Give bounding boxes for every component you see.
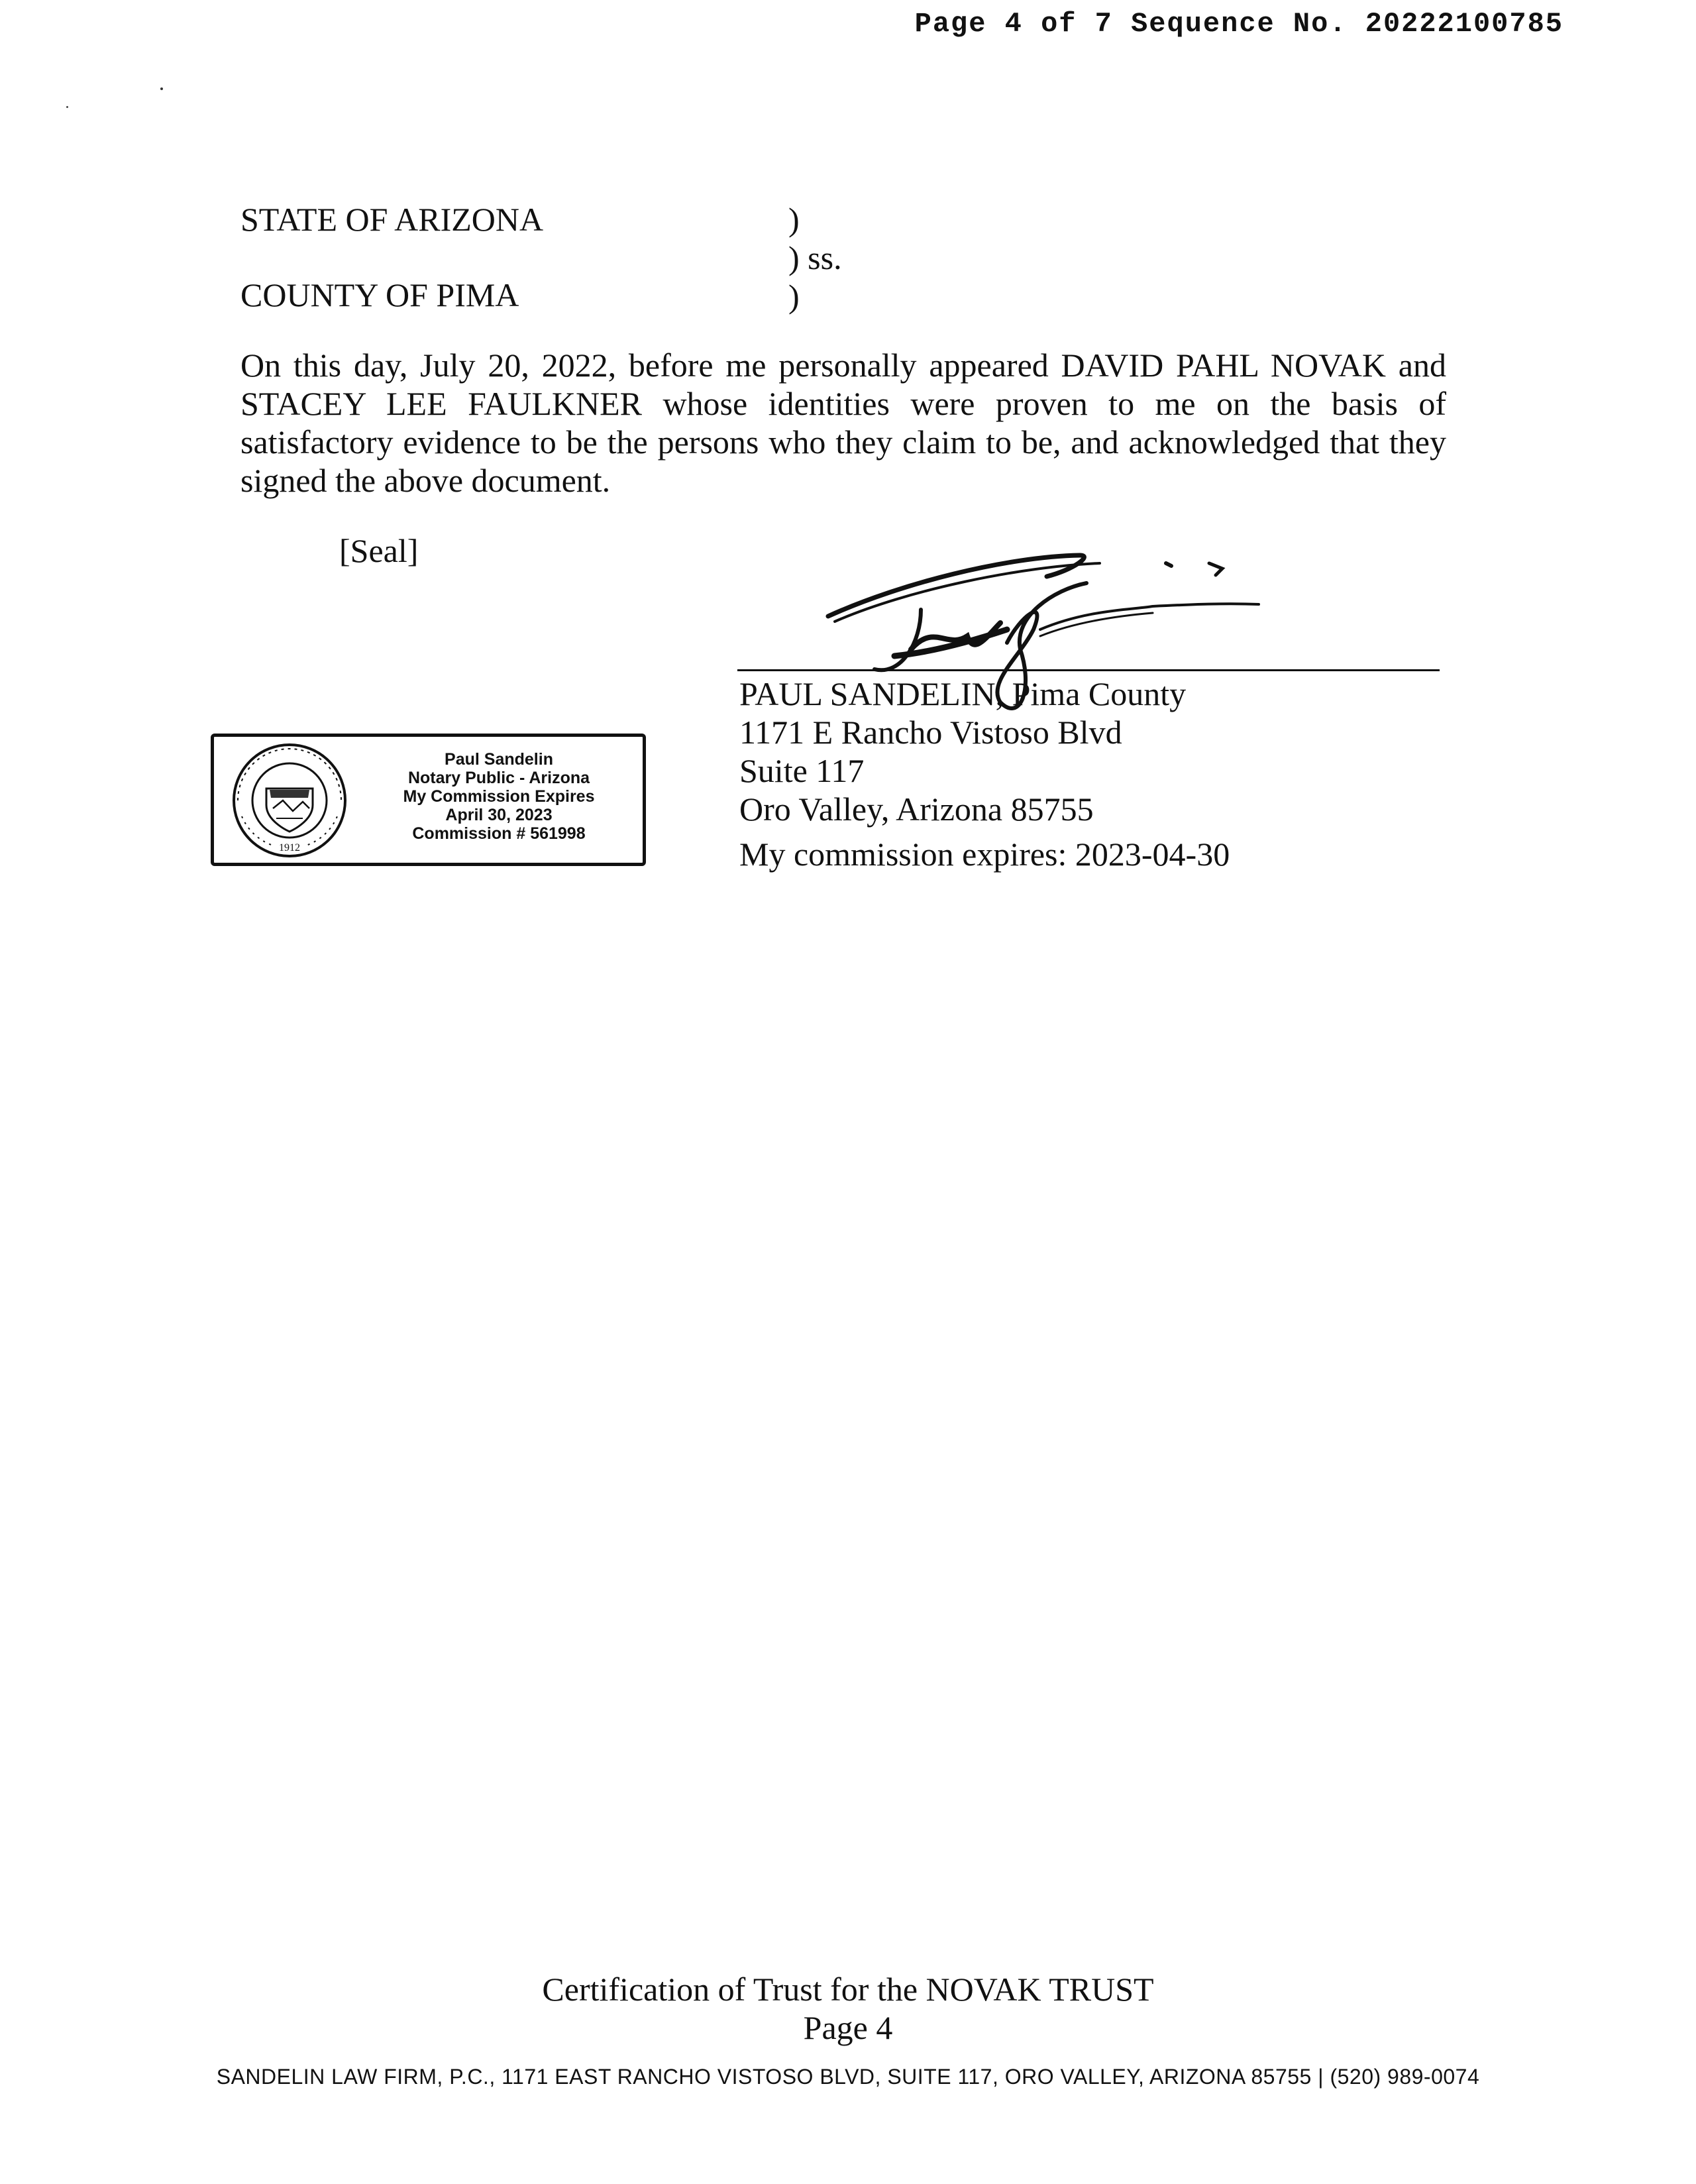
footer-document-title: Certification of Trust for the NOVAK TRUST (542, 1971, 1154, 2008)
notary-stamp (211, 734, 646, 866)
footer-firm-info: SANDELIN LAW FIRM, P.C., 1171 EAST RANCHO VISTOSO BLVD, SUITE 117, ORO VALLEY, ARIZONA 85755 | (520) 989-0074 (216, 2065, 1480, 2089)
venue-paren-bottom: ) (788, 278, 800, 315)
stamp-commission-number: Commission # 561998 (412, 824, 586, 843)
venue-paren-ss: ) ss. (788, 239, 842, 276)
page-sequence-header: Page 4 of 7 Sequence No. 20222100785 (914, 8, 1564, 40)
notary-stamp-text (366, 750, 631, 843)
signature-line (737, 669, 1440, 671)
venue-paren-top: ) (788, 201, 800, 238)
notary-name-county: PAUL SANDELIN, Pima County (739, 675, 1187, 712)
venue-county: COUNTY OF PIMA (240, 276, 519, 313)
acknowledgment-paragraph: On this day, July 20, 2022, before me personally appeared DAVID PAHL NOVAK and STACEY LEE FAULKNER whose identities were proven to me on the basis of satisfactory evidence to be the persons who they claim to be, and acknowledged that they signed the above document. (240, 347, 1446, 499)
notary-address-line-3: Oro Valley, Arizona 85755 (739, 791, 1094, 828)
stamp-commission-label: My Commission Expires (403, 787, 595, 806)
notary-address-line-1: 1171 E Rancho Vistoso Blvd (739, 714, 1122, 751)
notary-address-line-2: Suite 117 (739, 752, 865, 789)
stamp-notary-title: Notary Public - Arizona (407, 769, 590, 787)
scan-speck (160, 87, 163, 90)
stamp-expiry-date: April 30, 2023 (445, 806, 553, 824)
arizona-state-seal-icon (230, 742, 349, 859)
venue-state: STATE OF ARIZONA (240, 201, 544, 238)
scan-speck (66, 106, 68, 108)
stamp-notary-name: Paul Sandelin (445, 750, 553, 769)
notary-commission-expires: My commission expires: 2023-04-30 (739, 836, 1230, 873)
footer-page-number: Page 4 (803, 2009, 893, 2046)
seal-year-text: 1912 (279, 842, 300, 853)
seal-label: [Seal] (339, 532, 419, 569)
